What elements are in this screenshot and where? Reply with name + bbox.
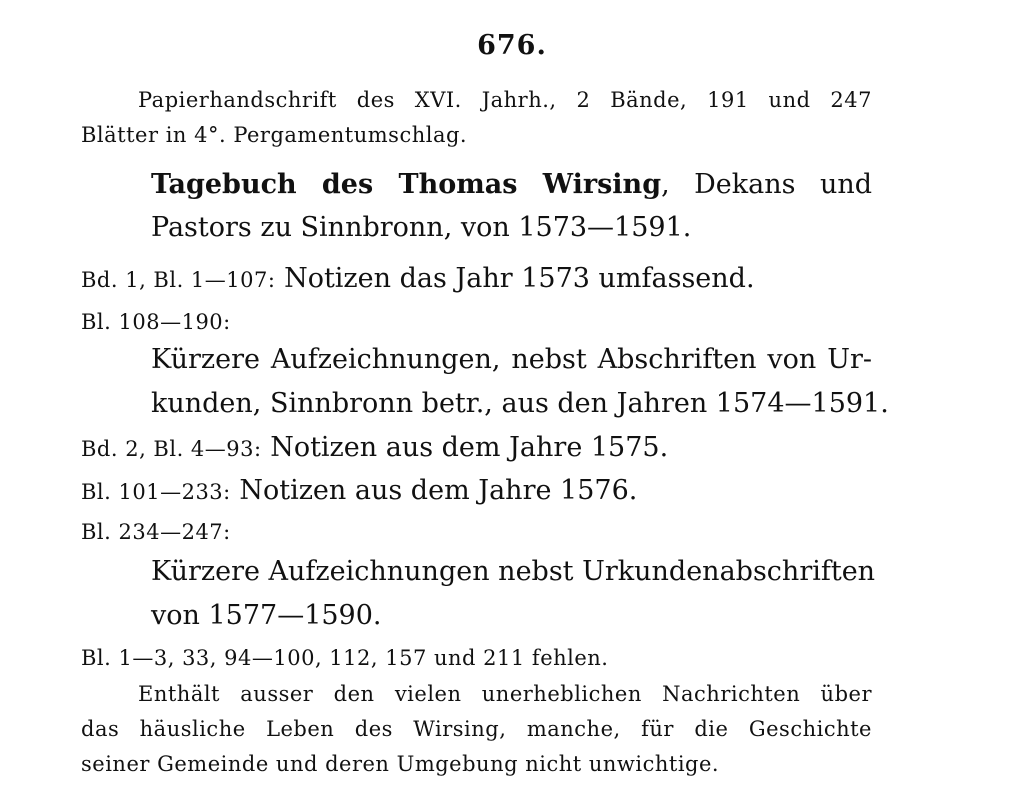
missing-leaves: Bl. 1—3, 33, 94—100, 112, 157 und 211 fehlen. — [81, 646, 609, 670]
entry-5-text-line-2: von 1577—1590. — [151, 600, 382, 631]
entry-4-ref: Bl. 101—233: — [81, 480, 231, 504]
entry-2-text-line-1: Kürzere Aufzeichnungen, nebst Abschriften von Ur- — [151, 344, 872, 375]
entry-3-text: Notizen aus dem Jahre 1575. — [270, 432, 669, 463]
intro-line-2: Blätter in 4°. Pergamentumschlag. — [81, 123, 468, 147]
entry-2-text-line-2: kunden, Sinnbronn betr., aus den Jahren 1574—1591. — [151, 388, 889, 419]
entry-1-ref: Bd. 1, Bl. 1—107: — [81, 268, 276, 292]
closing-line-1: Enthält ausser den vielen unerheblichen Nachrichten über — [138, 682, 872, 706]
entry-1 — [81, 265, 755, 292]
closing-line-3: seiner Gemeinde und deren Umgebung nicht unwichtige. — [81, 752, 720, 776]
entry-2-ref: Bl. 108—190: — [81, 310, 231, 334]
entry-5-text-line-1: Kürzere Aufzeichnungen nebst Urkundenabschriften — [151, 556, 876, 587]
entry-4 — [81, 477, 637, 504]
title-rest: , Dekans und — [661, 169, 873, 200]
entry-5-ref: Bl. 234—247: — [81, 520, 231, 544]
entry-3-ref: Bd. 2, Bl. 4—93: — [81, 437, 262, 461]
title-line-1 — [151, 171, 872, 198]
entry-1-text: Notizen das Jahr 1573 umfassend. — [284, 263, 755, 294]
title-bold: Tagebuch des Thomas Wirsing — [151, 169, 662, 200]
entry-4-text: Notizen aus dem Jahre 1576. — [239, 475, 638, 506]
intro-line-1: Papierhandschrift des XVI. Jahrh., 2 Bände, 191 und 247 — [138, 88, 872, 112]
entry-3 — [81, 434, 668, 461]
title-line-2: Pastors zu Sinnbronn, von 1573—1591. — [151, 212, 692, 243]
page-number: 676. — [477, 30, 547, 61]
closing-line-2: das häusliche Leben des Wirsing, manche, für die Geschichte — [81, 717, 872, 741]
